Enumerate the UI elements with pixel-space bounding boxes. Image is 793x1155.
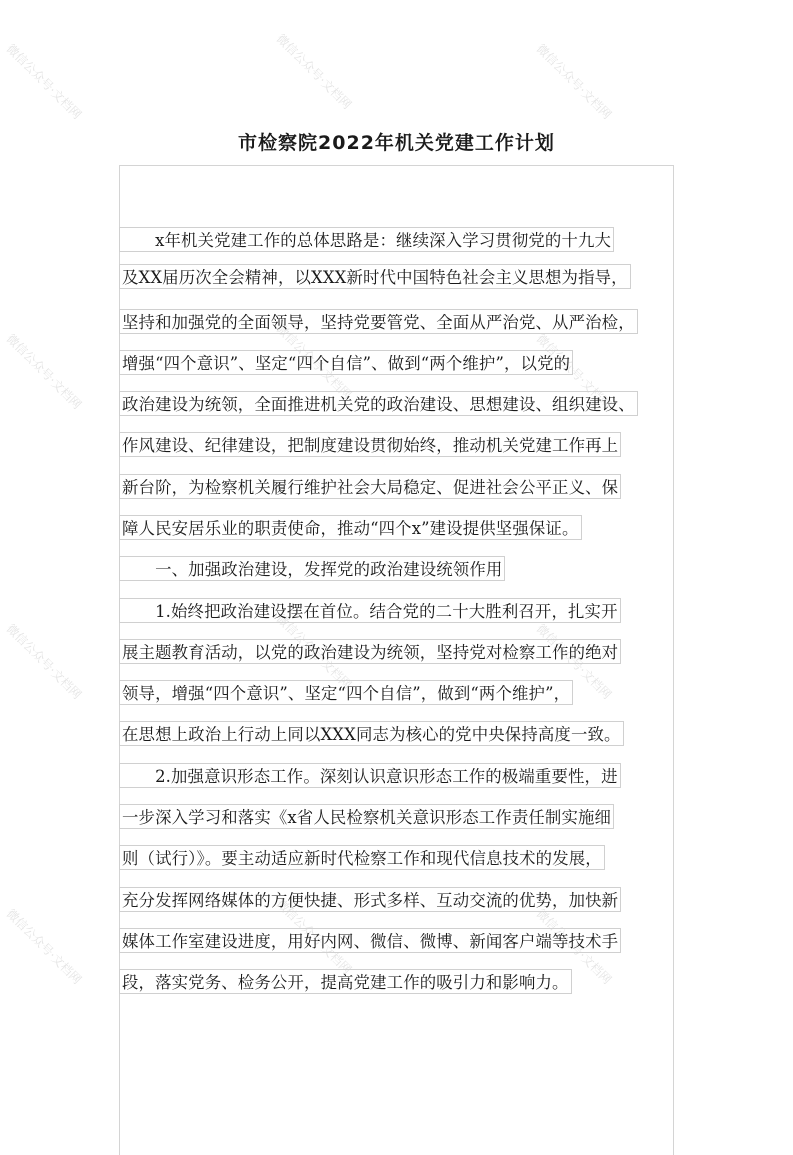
watermark: 微信公众号·文档网 xyxy=(533,621,615,702)
watermark: 微信公众号·文档网 xyxy=(273,896,355,977)
text-line: 充分发挥网络媒体的方便快捷、形式多样、互动交流的优势，加快新 xyxy=(119,887,621,912)
text-line: x年机关党建工作的总体思路是：继续深入学习贯彻党的十九大 xyxy=(119,227,614,252)
watermark: 微信公众号·文档网 xyxy=(533,41,615,122)
text-line: 一步深入学习和落实《x省人民检察机关意识形态工作责任制实施细 xyxy=(119,804,614,829)
text-line: 2.加强意识形态工作。深刻认识意识形态工作的极端重要性，进 xyxy=(119,763,621,788)
section-heading: 一、加强政治建设，发挥党的政治建设统领作用 xyxy=(119,556,505,581)
document-title: 市检察院2022年机关党建工作计划 xyxy=(238,132,555,154)
text-line: 1.始终把政治建设摆在首位。结合党的二十大胜利召开，扎实开 xyxy=(119,598,621,623)
text-line: 坚持和加强党的全面领导，坚持党要管党、全面从严治党、从严治检， xyxy=(119,309,638,334)
text-line: 新台阶，为检察机关履行维护社会大局稳定、促进社会公平正义、保 xyxy=(119,474,621,499)
text-line: 领导，增强“四个意识”、坚定“四个自信”，做到“两个维护”， xyxy=(119,680,573,705)
text-line: 政治建设为统领，全面推进机关党的政治建设、思想建设、组织建设、 xyxy=(119,391,638,416)
text-line: 作风建设、纪律建设，把制度建设贯彻始终，推动机关党建工作再上 xyxy=(119,432,621,457)
text-line: 媒体工作室建设进度，用好内网、微信、微博、新闻客户端等技术手 xyxy=(119,928,621,953)
text-line: 障人民安居乐业的职责使命，推动“四个x”建设提供坚强保证。 xyxy=(119,515,582,540)
watermark: 微信公众号·文档网 xyxy=(533,331,615,412)
text-line: 及XX届历次全会精神，以XXX新时代中国特色社会主义思想为指导， xyxy=(119,264,631,289)
text-line: 增强“四个意识”、坚定“四个自信”、做到“两个维护”，以党的 xyxy=(119,350,573,375)
text-line: 则（试行）》。要主动适应新时代检察工作和现代信息技术的发展， xyxy=(119,845,605,870)
text-line: 展主题教育活动，以党的政治建设为统领，坚持党对检察工作的绝对 xyxy=(119,639,621,664)
watermark: 微信公众号·文档网 xyxy=(3,621,85,702)
watermark: 微信公众号·文档网 xyxy=(3,331,85,412)
watermark: 微信公众号·文档网 xyxy=(273,611,355,692)
watermark: 微信公众号·文档网 xyxy=(3,41,85,122)
text-line: 在思想上政治上行动上同以XXX同志为核心的党中央保持高度一致。 xyxy=(119,721,624,746)
watermark: 微信公众号·文档网 xyxy=(3,906,85,987)
watermark: 微信公众号·文档网 xyxy=(273,31,355,112)
text-line: 段，落实党务、检务公开，提高党建工作的吸引力和影响力。 xyxy=(119,969,572,994)
watermark: 微信公众号·文档网 xyxy=(533,906,615,987)
watermark: 微信公众号·文档网 xyxy=(273,321,355,402)
